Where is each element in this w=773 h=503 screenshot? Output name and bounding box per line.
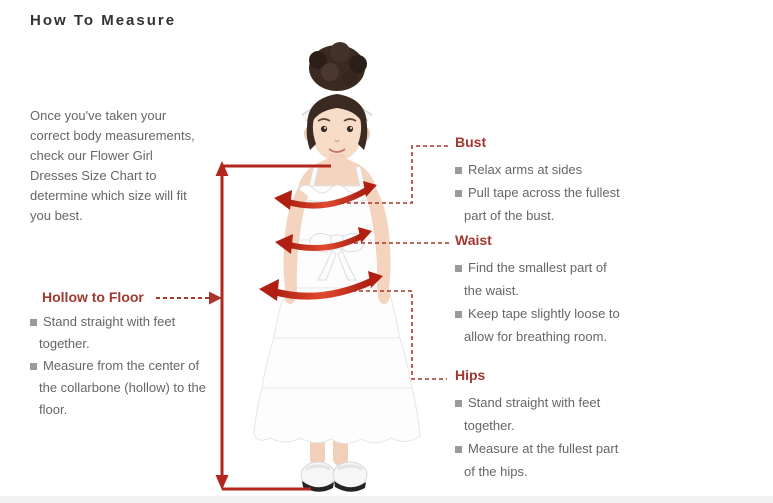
hips-bullets [455,391,627,483]
waist-bullets [455,256,627,348]
page-title: How To Measure [30,12,177,29]
intro-line: correct body measurements, [30,128,195,143]
bust-bullet: Pull tape across the fullest part of the bust. [455,181,627,227]
bullet-square-icon [455,400,462,407]
bullet-square-icon [455,190,462,197]
hollow-bullet: Measure from the center of the collarbone (hollow) to the floor. [30,355,212,421]
intro-line: determine which size will fit [30,188,187,203]
intro-line: Once you've taken your [30,108,167,123]
waist-heading: Waist [455,232,492,248]
hips-bullet: Stand straight with feet together. [455,391,627,437]
bullet-square-icon [455,167,462,174]
hollow-to-floor-heading: Hollow to Floor [42,289,144,305]
girl-shoes [301,462,367,492]
hollow-to-floor-leader [156,292,222,305]
footer-strip [0,496,773,503]
hollow-to-floor-bullets [30,311,212,421]
waist-bullet: Keep tape slightly loose to allow for breathing room. [455,302,627,348]
bust-bullets [455,158,627,227]
intro-line: check our Flower Girl [30,148,153,163]
waist-bullet: Find the smallest part of the waist. [455,256,627,302]
flower-girl-illustration [240,38,480,500]
girl-dress-skirt [254,240,420,444]
hips-bullet: Measure at the fullest part of the hips. [455,437,627,483]
girl-hair [309,42,367,91]
intro-paragraph [30,106,245,226]
bullet-square-icon [30,319,37,326]
bullet-square-icon [30,363,37,370]
hollow-bullet: Stand straight with feet together. [30,311,212,355]
intro-line: Dresses Size Chart to [30,168,157,183]
intro-line: you best. [30,208,83,223]
bust-heading: Bust [455,134,487,150]
hips-heading: Hips [455,367,486,383]
bullet-square-icon [455,446,462,453]
bullet-square-icon [455,311,462,318]
bullet-square-icon [455,265,462,272]
bust-bullet: Relax arms at sides [455,158,627,181]
